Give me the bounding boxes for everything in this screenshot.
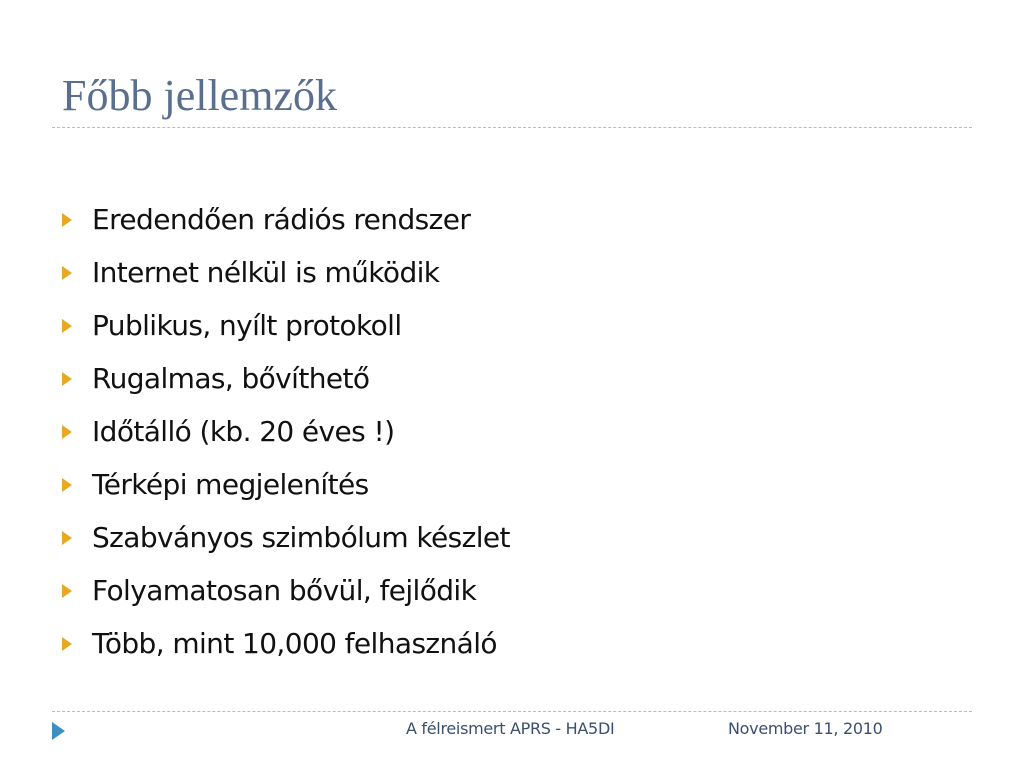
triangle-bullet-icon — [62, 372, 72, 386]
bullet-text: Térképi megjelenítés — [92, 468, 369, 501]
bullet-item — [62, 458, 510, 511]
footer-presentation-title: A félreismert APRS - HA5DI — [406, 719, 615, 738]
bullet-text: Több, mint 10,000 felhasználó — [92, 627, 497, 660]
slide-title: Főbb jellemzők — [62, 71, 337, 120]
footer-divider — [52, 711, 972, 712]
triangle-bullet-icon — [62, 425, 72, 439]
triangle-bullet-icon — [62, 478, 72, 492]
bullet-item — [62, 299, 510, 352]
bullet-text: Folyamatosan bővül, fejlődik — [92, 574, 477, 607]
bullet-item — [62, 511, 510, 564]
bullet-text: Szabványos szimbólum készlet — [92, 521, 510, 554]
footer-date: November 11, 2010 — [728, 719, 883, 738]
triangle-bullet-icon — [62, 266, 72, 280]
bullet-item — [62, 617, 510, 670]
bullet-item — [62, 193, 510, 246]
bullet-text: Rugalmas, bővíthető — [92, 362, 370, 395]
bullet-text: Időtálló (kb. 20 éves !) — [92, 415, 395, 448]
bullet-item — [62, 564, 510, 617]
title-divider — [52, 127, 972, 128]
play-triangle-icon[interactable] — [52, 722, 65, 740]
bullet-list — [62, 193, 510, 670]
triangle-bullet-icon — [62, 213, 72, 227]
bullet-item — [62, 246, 510, 299]
triangle-bullet-icon — [62, 531, 72, 545]
triangle-bullet-icon — [62, 637, 72, 651]
bullet-item — [62, 405, 510, 458]
bullet-item — [62, 352, 510, 405]
triangle-bullet-icon — [62, 584, 72, 598]
bullet-text: Eredendően rádiós rendszer — [92, 203, 471, 236]
triangle-bullet-icon — [62, 319, 72, 333]
bullet-text: Internet nélkül is működik — [92, 256, 440, 289]
bullet-text: Publikus, nyílt protokoll — [92, 309, 402, 342]
